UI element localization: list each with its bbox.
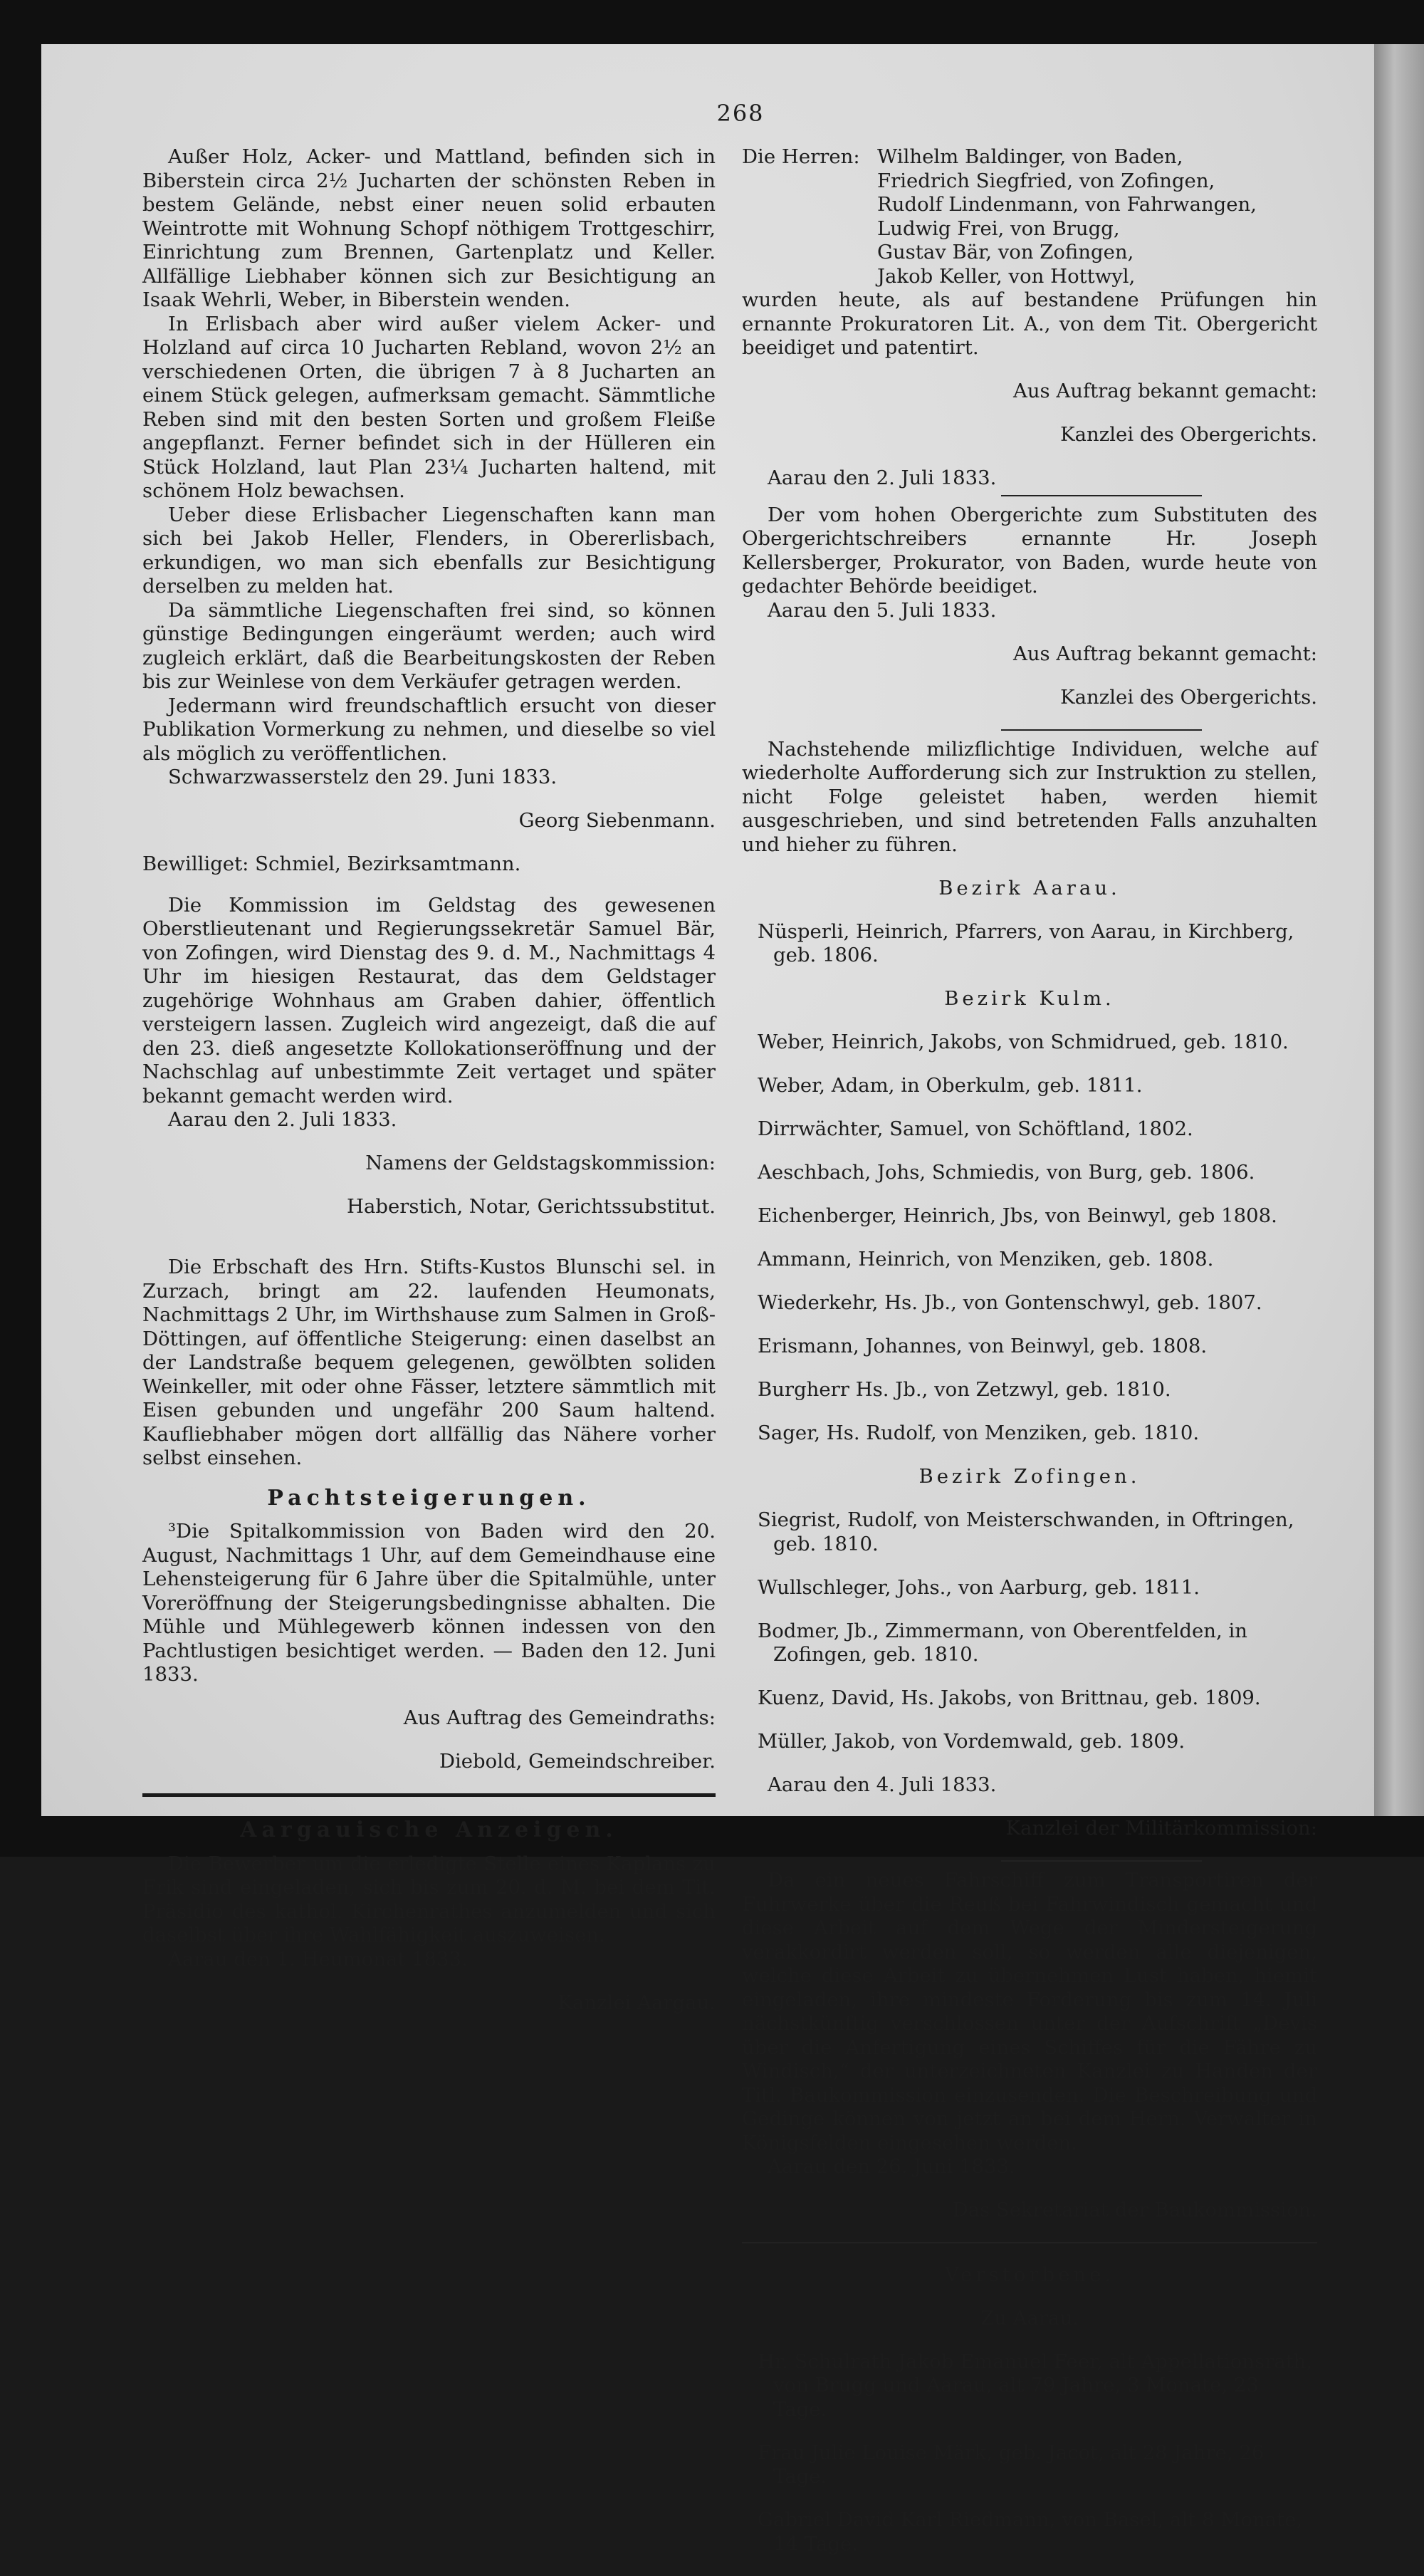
paragraph: Außer Holz, Acker- und Mattland, befinden sich in Biberstein circa 2½ Jucharten der schönsten Reben in bestem Gelände, nebst einer neuen solid erbauten Weintrotte mit Wohnung Schopf nöthigem Trottgeschirr, Einrichtung zum Brennen, Gartenplatz und Keller. Allfällige Liebhaber können sich zur Besichtigung an Isaak Wehrli, Weber, in Biberstein wenden. [142,145,716,311]
district-heading: Bezirk Kulm. [944,987,1115,1010]
list-item: Weber, Adam, in Oberkulm, geb. 1811. [758,1074,1143,1097]
signature-line: Aus Auftrag bekannt gemacht: [1012,642,1317,665]
list-item: Erismann, Johannes, von Beinwyl, geb. 1808. [758,1335,1208,1357]
signature: Kanzlei Aargau. [557,1991,716,2014]
section-aargauische-anzeigen [142,1818,716,2015]
paragraph: Der vom hohen Obergerichte zum Substituten des Obergerichtschreibers ernannte Hr. Joseph Kellersberger, Prokurator, von Baden, wurde heute von gedachter Behörde beeidiget. [742,503,1317,598]
names-label: Die Herren: [742,145,860,168]
list-item: Müller, Jakob, von Vordemwald, geb. 1809. [758,1730,1185,1753]
list-item: Eichenberger, Heinrich, Jbs, von Beinwyl, geb 1808. [758,1204,1277,1227]
paragraph: Da ein neues Fahrschiff zum Transportiren der Fuhrwerke über die Reuß bei Fahrwindisch gemacht und diese Arbeit auf dem Wege der Mindersteigerung verakkordirt werden soll, so werden alle diejenigen, welche diese Arbeit zu übernehmen Lust haben, hiemit eingeladen, ihre mindeste Forderung bis zum 14. Juli nächstkünftig verschlossen unter der Aufschrift „Devis über die Anfertigung eines Schiffes für die Fähre zu Windisch,“ der unterzeichneten Kanzlei zu Handen der Titl. Baukommission einzusenden. Die Beschreibung und Gedinge können von jetzt an bei dem Hern. Verwalter in Königsfelden eingesehen werden. [742,1869,1317,2154]
list-item: Wullschleger, Johs., von Aarburg, geb. 1811. [758,1575,1200,1599]
list-item: Hr. Schulrath Jakob Emanuel Feer, alt Appellationsrath, von Brugg und Aarau, alt 79 Jahre, 3 Monate, 23 Tage. [758,2350,1313,2421]
place-date: Aarau den 2. Juli 1833. [768,466,997,489]
paragraph: In Erlisbach aber wird außer vielem Acker- und Holzland auf circa 10 Jucharten Rebland, wovon 2½ an verschiedenen Orten, die übrigen 7 à 8 Jucharten an einem Stück gelegen, aufmerksam gemacht. Sämmtliche Reben sind mit den besten Sorten und großem Fleiße angepflanzt. Ferner befindet sich in der Hülleren ein Stück Holzland, laut Plan 23¼ Jucharten haltend, mit schönem Holz bewachsen. [142,312,716,502]
notice-substitut [742,504,1317,710]
signature: Kanzlei des Obergerichts. [1060,685,1317,709]
paragraph: wurden heute, als auf bestandene Prüfungen hin ernannte Prokuratoren Lit. A., von dem Tit. Obergericht beeidiget und patentirt. [742,288,1317,359]
section-divider [142,1793,716,1797]
divider [1001,1860,1203,1862]
notice-prokuratoren [742,145,1317,491]
paragraph: ³Die Spitalkommission von Baden wird den 20. August, Nachmittags 1 Uhr, auf dem Gemeindhause eine Lehensteigerung für 6 Jahre über die Spitalmühle, unter Voreröffnung der Steigerungsbedingnisse abhalten. Die Mühle und Mühlegewerb können indessen von den Pachtlustigen besichtiget werden. — Baden den 12. Juni 1833. [142,1520,716,1686]
list-item: Wiederkehr, Hs. Jb., von Gontenschwyl, geb. 1807. [758,1291,1262,1314]
paragraph: Da sämmtliche Liegenschaften frei sind, so können günstige Bedingungen eingeräumt werden; auch wird zugleich erklärt, daß die Bearbeitungskosten der Reben bis zur Weinlese von dem Verkäufer getragen werden. [142,598,716,693]
left-column [142,145,716,2035]
signature: Kanzlei der Militärkommission: [1005,1817,1317,1840]
list-item: Nüsperli, Heinrich, Pfarrers, von Aarau, in Kirchberg, geb. 1806. [758,919,1294,966]
names-list [877,145,1257,288]
place-date: Aarau den 1. Heumonat 1833. [168,1947,468,1971]
signature: Georg Siebenmann. [518,809,716,832]
place-date: Schwarzwasserstelz den 29. Juni 1833. [168,766,557,788]
section-verstorbene [742,2263,1317,2557]
paragraph: Nachstehende milizflichtige Individuen, welche auf wiederholte Aufforderung sich zur Instruktion zu stellen, nicht Folge geleistet haben, werden hiemit ausgeschrieben, und sind betretenden Falls anzuhalten und hieher zu führen. [742,737,1317,856]
list-item: Weber, Heinrich, Jakobs, von Schmidrued, geb. 1810. [758,1031,1289,1053]
names-block [742,145,1317,288]
list-item: Frau Julie Louise Märk, geb. Jacot, alt 28 Jahre, 26 Tage. [758,2441,1265,2488]
list-item: Sager, Hs. Rudolf, von Menziken, geb. 1810. [758,1422,1200,1444]
list-item: Wilhelm Baldinger, von Baden, [877,145,1183,168]
approval-line: Bewilliget: Schmiel, Bezirksamtmann. [142,852,521,875]
signature-line: Namens der Geldstagskommission: [365,1152,716,1174]
list-item: Ammann, Heinrich, von Menziken, geb. 1808. [758,1248,1214,1271]
district-heading: Bezirk Aarau. [938,876,1121,899]
right-column [742,145,1317,2576]
list-item: Jakob Keller, von Hottwyl, [877,264,1136,288]
divider [1001,729,1203,731]
divider [1001,495,1203,496]
signature: Haberstich, Notar, Gerichtssubstitut. [346,1195,716,1218]
signature: Diebold, Gemeindschreiber. [439,1750,716,1773]
list-item: Burgherr Hs. Jb., von Zetzwyl, geb. 1810. [758,1378,1171,1401]
district-heading: Bezirk Zofingen. [918,1465,1141,1488]
signature-line: Aus Auftrag bekannt gemacht: [1012,380,1317,402]
list-item: Siegrist, Rudolf, von Meisterschwanden, in Oftringen, geb. 1810. [758,1508,1294,1555]
place-date: Aarau den 4. Juli 1833. [768,1773,997,1796]
section-title: Pachtsteigerungen. [267,1485,591,1511]
list-item: Gustav Bär, von Zofingen, [877,241,1134,264]
section-pachtsteigerungen [142,1486,716,1774]
place-date: Aarau den 2. Juli 1833. [168,1108,397,1131]
notice-geldstag [142,894,716,1219]
paragraph: Ueber diese Erlisbacher Liegenschaften kann man sich bei Jakob Heller, Flenders, in Obererlisbach, erkundigen, wo man sich ebenfalls zur Besichtigung derselben zu melden hat. [142,503,716,598]
notice-fahrschiff [742,1869,1317,2223]
section-divider [742,2242,1317,2243]
notice-erbschaft [142,1256,716,1471]
list-item: Aeschbach, Johs, Schmiedis, von Burg, geb. 1806. [758,1161,1255,1184]
list-item: Friedrich Siegfried, von Zofingen, [877,169,1215,192]
list-item: Bodmer, Jb., Zimmermann, von Oberentfelden, in Zofingen, geb. 1810. [758,1619,1248,1666]
next-page-edge [1374,44,1424,1816]
list-item: Kuenz, David, Hs. Jakobs, von Brittnau, geb. 1809. [758,1686,1261,1709]
notice-militaer [742,738,1317,1841]
section-title: Aargauische Anzeigen. [240,1818,618,1842]
list-item: Ludwig Frei, von Brugg, [877,217,1120,240]
signature-line: Aus Auftrag des Gemeindraths: [403,1706,716,1729]
signature: Das Sekretariat der Baukommission. [952,2199,1317,2221]
place-date: Aarau den 26. Juni 1833. [768,2155,1015,2178]
place-heading: Zu Aarau. [980,2306,1079,2330]
section-title: Verstorbene. [944,2263,1115,2286]
paragraph: Die Bewerber um die erledigte Stelle eines Kaplans zu Frik sind eingeladen, sich bis zum 20. d. M. bei dem Tit. Präsidio des kathol. Kirchenrathes anzumelden und sich daselbst über ihre Wahlfähigkeit auszuweisen. [142,1852,716,1946]
paragraph: Die Kommission im Geldstag des gewesenen Oberstlieutenant und Regierungssekretär Samuel Bär, von Zofingen, wird Dienstag des 9. d. M., Nachmittags 4 Uhr im hiesigen Restaurat, das dem Geldstager zugehörige Wohnhaus am Graben dahier, öffentlich versteigern lassen. Zugleich wird angezeigt, daß die auf den 23. dieß angesetzte Kollokationseröffnung und der Nachschlag auf unbestimmte Zeit vertaget und später bekannt gemacht werden wird. [142,893,716,1107]
notice-holz-reben [142,145,716,877]
page-number: 268 [716,100,765,127]
list-item: Gabriel David Karl Riedmann, von Basel, alt 8 Monate, 14 Tage. [758,2508,1303,2555]
paragraph: Die Erbschaft des Hrn. Stifts-Kustos Blunschi sel. in Zurzach, bringt am 22. laufenden Heumonats, Nachmittags 2 Uhr, im Wirthshause zum Salmen in Groß-Döttingen, auf öffentliche Steigerung: einen daselbst an der Landstraße bequem gelegenen, gewölbten soliden Weinkeller, mit oder ohne Fässer, letztere sämmtlich mit Eisen gebunden und ungefähr 200 Saum haltend. Kaufliebhaber mögen dort allfällig das Nähere vorher selbst einsehen. [142,1256,716,1469]
list-item: Dirrwächter, Samuel, von Schöftland, 1802. [758,1117,1193,1140]
signature: Kanzlei des Obergerichts. [1060,423,1317,446]
list-item: Rudolf Lindenmann, von Fahrwangen, [877,193,1257,216]
paragraph: Jedermann wird freundschaftlich ersucht von dieser Publikation Vormerkung zu nehmen, und dieselbe so viel als möglich zu veröffentlichen. [142,694,716,765]
place-date: Aarau den 5. Juli 1833. [768,598,997,622]
